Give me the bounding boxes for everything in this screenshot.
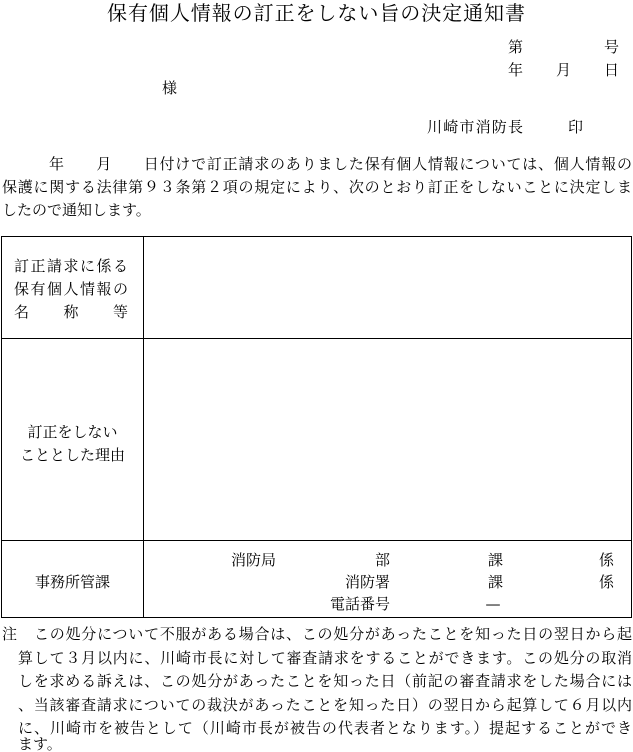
bureau-name: 消防局 (231, 551, 277, 569)
note-line: 、当該審査請求についての裁決があったことを知った日）の翌日から起算して６月以内 (18, 696, 632, 714)
date-year-label: 年 (508, 61, 524, 79)
body-line: 保護に関する法律第９３条第２項の規定により、次のとおり訂正をしないことに決定しま (2, 178, 632, 196)
table-column-divider (143, 236, 144, 618)
note-line: この処分について不服がある場合は、この処分があったことを知った日の翌日から起 (34, 625, 632, 643)
station-unit-label: 係 (599, 573, 615, 591)
bureau-division-label: 部 (375, 551, 391, 569)
number-suffix: 号 (604, 38, 620, 56)
note-line: に、川崎市を被告として（川崎市長が被告の代表者となります。）提起することができ (18, 719, 632, 737)
note-label: 注 (2, 625, 18, 643)
office-label: 事務所管課 (34, 573, 110, 591)
record-name-label-line: 名 称 等 (14, 303, 128, 321)
note-line: ます。 (18, 735, 62, 752)
table-row-divider (1, 540, 632, 541)
reason-label-line: 訂正をしない (27, 423, 118, 441)
phone-label: 電話番号 (329, 595, 390, 613)
date-day-label: 日 (604, 61, 620, 79)
table-row-divider (1, 338, 632, 339)
note-line: 算して３月以内に、川崎市長に対して審査請求をすることができます。この処分の取消 (18, 649, 632, 667)
date-month-label: 月 (556, 61, 572, 79)
bureau-unit-label: 係 (599, 551, 615, 569)
station-section-label: 課 (488, 573, 504, 591)
body-line: したので通知します。 (2, 201, 151, 219)
sender-name: 川崎市消防長 (427, 118, 523, 136)
note-line: しを求める訴えは、この処分があったことを知った日（前記の審査請求をした場合には (18, 672, 632, 690)
record-name-label-line: 訂正請求に係る (14, 257, 128, 275)
seal-mark: 印 (568, 118, 584, 136)
record-name-label-line: 保有個人情報の (14, 280, 128, 298)
station-name: 消防署 (344, 573, 390, 591)
reason-label-line: こととした理由 (19, 446, 125, 464)
phone-separator: — (485, 595, 501, 613)
number-prefix: 第 (508, 38, 524, 56)
document-title: 保有個人情報の訂正をしない旨の決定通知書 (107, 1, 525, 25)
body-line: 年 月 日付けで訂正請求のありました保有個人情報については、個人情報の (49, 155, 632, 173)
addressee-suffix: 様 (162, 79, 178, 97)
bureau-section-label: 課 (488, 551, 504, 569)
